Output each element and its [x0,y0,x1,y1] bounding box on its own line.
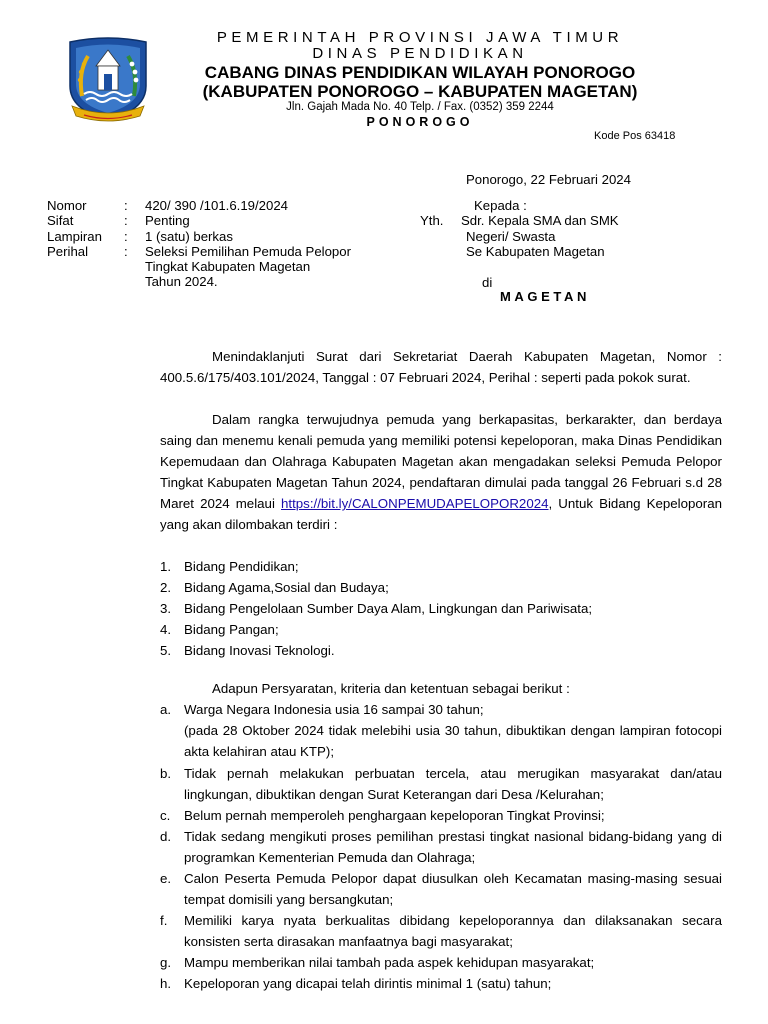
perihal-line-1: Seleksi Pemilihan Pemuda Pelopor [145,244,351,259]
list-item [160,619,722,640]
perihal-label: Perihal [47,244,89,259]
lampiran-label: Lampiran [47,229,102,244]
list-marker: 2. [160,580,172,595]
requirement-text: Mampu memberikan nilai tambah pada aspek kehidupan masyarakat; [184,955,595,970]
list-text: Bidang Pengelolaan Sumber Daya Alam, Lingkungan dan Pariwisata; [184,601,593,616]
list-item [160,577,722,598]
paragraph-2-text: Dalam rangka terwujudnya pemuda yang berkapasitas, berkarakter, dan berdaya saing dan menemu kenali pemuda yang memiliki potensi kepeloporan, maka Dinas Pendidikan Kepemudaan dan Olahraga Kabupaten Magetan akan mengadakan seleksi Pemuda Pelopor Tingkat Kabupaten Magetan Tahun 2024, pendaftaran dimulai pada tanggal 26 Februari s.d 28 Maret 2024 melaui [160,412,722,511]
addressee-place: MAGETAN [500,289,590,304]
list-text: Bidang Agama,Sosial dan Budaya; [184,580,389,595]
list-text: Bidang Inovasi Teknologi. [184,643,335,658]
addressee-line-1: Sdr. Kepala SMA dan SMK [461,213,619,228]
list-marker: 1. [160,559,172,574]
requirement-text: Memiliki karya nyata berkualitas dibidang kepeloporannya dan dilaksanakan secara konsisten serta dirasakan manfaatnya bagi masyarakat; [184,913,722,949]
letterhead-city: PONOROGO [366,115,474,129]
requirement-item [160,952,722,973]
requirement-text: Tidak pernah melakukan perbuatan tercela, atau merugikan masyarakat dan/atau lingkungan, dibuktikan dengan Surat Keterangan dari Desa /Kelurahan; [184,766,722,802]
requirement-text: Calon Peserta Pemuda Pelopor dapat diusulkan oleh Kecamatan masing-masing sesuai tempat domisili yang bersangkutan; [184,871,722,907]
kepada-label: Kepada : [474,198,527,213]
requirement-text [184,699,722,762]
requirement-marker: c. [160,808,171,823]
requirement-item [160,826,722,868]
sifat-label: Sifat [47,213,74,228]
list-text: Bidang Pendidikan; [184,559,299,574]
nomor-colon: : [124,198,128,213]
letterhead-address: Jln. Gajah Mada No. 40 Telp. / Fax. (0352) 359 2244 [286,101,554,113]
list-marker: 3. [160,601,172,616]
yth-label: Yth. [420,213,444,228]
requirement-item [160,699,722,762]
letterhead-department: DINAS PENDIDIKAN [312,45,528,62]
requirement-marker: e. [160,871,172,886]
paragraph-3: Adapun Persyaratan, kriteria dan ketentuan sebagai berikut : [212,681,570,696]
place-date: Ponorogo, 22 Februari 2024 [466,172,631,187]
nomor-value: 420/ 390 /101.6.19/2024 [145,198,288,213]
list-text: Bidang Pangan; [184,622,279,637]
addressee-di: di [482,275,493,290]
perihal-line-3: Tahun 2024. [145,274,218,289]
lampiran-value: 1 (satu) berkas [145,229,233,244]
requirement-item [160,763,722,805]
requirement-marker: a. [160,702,172,717]
requirement-item [160,910,722,952]
letterhead-postal-code: Kode Pos 63418 [594,130,676,142]
requirement-marker: b. [160,766,172,781]
list-item [160,640,722,661]
list-item [160,598,722,619]
letterhead-government: PEMERINTAH PROVINSI JAWA TIMUR [216,29,624,46]
requirement-item [160,868,722,910]
list-item [160,556,722,577]
requirement-main: Warga Negara Indonesia usia 16 sampai 30 tahun; [184,702,484,717]
paragraph-1: Menindaklanjuti Surat dari Sekretariat Daerah Kabupaten Magetan, Nomor : 400.5.6/175/403.101/2024, Tanggal : 07 Februari 2024, Perihal : seperti pada pokok surat. [160,349,722,385]
paragraph-2 [160,409,722,535]
addressee-line-2: Negeri/ Swasta [466,229,556,244]
list-marker: 5. [160,643,172,658]
registration-link[interactable]: https://bit.ly/CALONPEMUDAPELOPOR2024 [281,496,549,511]
letterhead-region: (KABUPATEN PONOROGO – KABUPATEN MAGETAN) [202,82,638,101]
lampiran-colon: : [124,229,128,244]
perihal-colon: : [124,244,128,259]
requirement-item [160,973,722,994]
requirement-text: Kepeloporan yang dicapai telah dirintis minimal 1 (satu) tahun; [184,976,552,991]
perihal-line-2: Tingkat Kabupaten Magetan [145,259,311,274]
east-java-coat-of-arms-logo [62,36,154,124]
sifat-colon: : [124,213,128,228]
letterhead-branch: CABANG DINAS PENDIDIKAN WILAYAH PONOROGO [204,63,636,82]
requirement-text: Tidak sedang mengikuti proses pemilihan prestasi tingkat nasional bidang-bidang yang di programkan Kementerian Pemuda dan Olahraga; [184,829,722,865]
requirement-marker: d. [160,829,172,844]
requirement-marker: h. [160,976,172,991]
requirement-marker: g. [160,955,172,970]
requirement-text: Belum pernah memperoleh penghargaan kepeloporan Tingkat Provinsi; [184,808,605,823]
requirement-marker: f. [160,913,168,928]
list-marker: 4. [160,622,172,637]
sifat-value: Penting [145,213,190,228]
addressee-line-3: Se Kabupaten Magetan [466,244,605,259]
nomor-label: Nomor [47,198,87,213]
requirement-sub: (pada 28 Oktober 2024 tidak melebihi usia 30 tahun, dibuktikan dengan lampiran fotocopi akta kelahiran atau KTP); [184,723,722,759]
paragraph-2-tail: , Untuk Bidang Kepeloporan yang akan dilombakan terdiri : [160,496,723,532]
requirement-item [160,805,722,826]
